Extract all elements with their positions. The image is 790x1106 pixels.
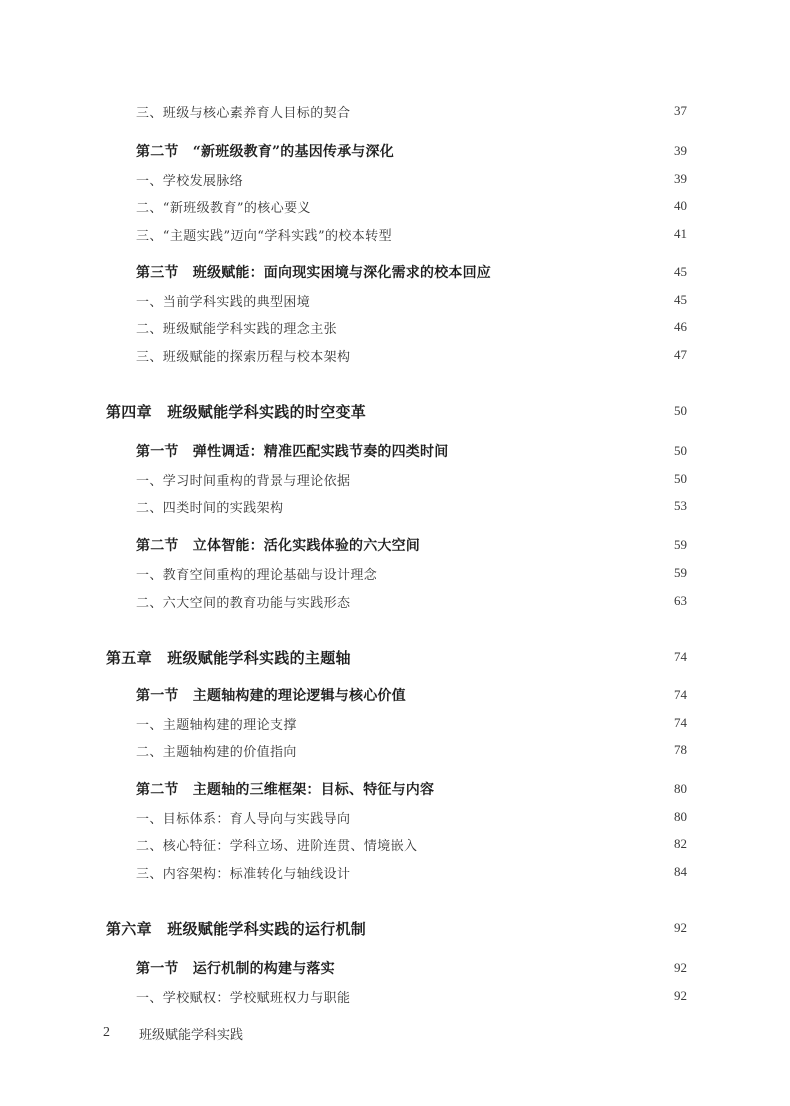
toc-item-title: 二、主题轴构建的价值指向: [136, 744, 297, 760]
toc-page-number: 37: [674, 103, 687, 118]
toc-page-number: 50: [674, 471, 687, 486]
toc-item-title: 一、学校发展脉络: [136, 173, 244, 189]
footer-book-title: 班级赋能学科实践: [139, 1027, 244, 1043]
toc-section-title: 第二节 “新班级教育”的基因传承与深化: [136, 144, 394, 160]
toc-section-title: 第二节 主题轴的三维框架：目标、特征与内容: [136, 782, 435, 798]
toc-item-title: 一、当前学科实践的典型困境: [136, 294, 311, 310]
toc-page-number: 45: [674, 264, 687, 279]
toc-section-row: [0, 683, 790, 707]
toc-page-number: 59: [674, 537, 687, 552]
toc-item-title: 二、班级赋能学科实践的理念主张: [136, 321, 338, 337]
toc-page-number: 74: [674, 687, 687, 702]
toc-item-title: 二、核心特征：学科立场、进阶连贯、情境嵌入: [136, 838, 418, 854]
toc-item-title: 一、目标体系：育人导向与实践导向: [136, 811, 351, 827]
toc-item-row: [0, 805, 790, 829]
toc-page-number: 59: [674, 565, 687, 580]
toc-section-title: 第一节 主题轴构建的理论逻辑与核心价值: [136, 688, 406, 704]
toc-page-number: 82: [674, 836, 687, 851]
toc-page-number: 46: [674, 319, 687, 334]
toc-item-title: 一、教育空间重构的理论基础与设计理念: [136, 567, 378, 583]
toc-item-row: [0, 860, 790, 884]
footer-page-number: 2: [103, 1025, 110, 1040]
toc-item-row: [0, 832, 790, 856]
toc-page-number: 50: [674, 443, 687, 458]
toc-item-title: 二、六大空间的教育功能与实践形态: [136, 595, 351, 611]
toc-section-title: 第三节 班级赋能：面向现实困境与深化需求的校本回应: [136, 265, 491, 281]
toc-item-title: 一、学习时间重构的背景与理论依据: [136, 473, 351, 489]
toc-item-title: 三、班级与核心素养育人目标的契合: [136, 105, 351, 121]
toc-item-row: [0, 589, 790, 613]
toc-item-title: 一、主题轴构建的理论支撑: [136, 717, 297, 733]
toc-section-row: [0, 777, 790, 801]
toc-page-number: 74: [674, 649, 687, 664]
toc-page-number: 92: [674, 988, 687, 1003]
toc-section-title: 第一节 弹性调适：精准匹配实践节奏的四类时间: [136, 444, 449, 460]
toc-item-row: [0, 561, 790, 585]
toc-page-number: 47: [674, 347, 687, 362]
page-footer: [103, 1022, 243, 1044]
toc-chapter-row: [0, 645, 790, 669]
toc-page-number: 39: [674, 143, 687, 158]
toc-page-number: 92: [674, 960, 687, 975]
toc-section-row: [0, 260, 790, 284]
toc-page-number: 84: [674, 864, 687, 879]
toc-page-number: 45: [674, 292, 687, 307]
toc-page-number: 74: [674, 715, 687, 730]
toc-page-number: 92: [674, 920, 687, 935]
toc-page-number: 80: [674, 809, 687, 824]
toc-section-row: [0, 533, 790, 557]
toc-item-title: 三、“主题实践”迈向“学科实践”的校本转型: [136, 228, 392, 244]
toc-section-row: [0, 139, 790, 163]
toc-item-title: 二、四类时间的实践架构: [136, 500, 284, 516]
toc-item-row: [0, 738, 790, 762]
toc-item-row: [0, 467, 790, 491]
toc-item-row: [0, 343, 790, 367]
toc-item-title: 二、“新班级教育”的核心要义: [136, 200, 311, 216]
toc-section-title: 第一节 运行机制的构建与落实: [136, 961, 335, 977]
toc-page-number: 41: [674, 226, 687, 241]
toc-section-row: [0, 439, 790, 463]
toc-chapter-row: [0, 399, 790, 423]
toc-page-number: 39: [674, 171, 687, 186]
toc-chapter-title: 第五章 班级赋能学科实践的主题轴: [106, 648, 351, 667]
toc-item-row: [0, 494, 790, 518]
toc-page-number: 40: [674, 198, 687, 213]
toc-section-row: [0, 956, 790, 980]
toc-item-title: 三、内容架构：标准转化与轴线设计: [136, 866, 351, 882]
toc-item-title: 一、学校赋权：学校赋班权力与职能: [136, 990, 351, 1006]
toc-page-number: 78: [674, 742, 687, 757]
toc-page-number: 63: [674, 593, 687, 608]
toc-item-row: [0, 288, 790, 312]
toc-item-row: [0, 315, 790, 339]
toc-chapter-row: [0, 916, 790, 940]
toc-item-row: [0, 984, 790, 1008]
toc-page-number: 80: [674, 781, 687, 796]
toc-item-row: [0, 222, 790, 246]
toc-page-number: 53: [674, 498, 687, 513]
toc-item-row: [0, 167, 790, 191]
toc-item-row: [0, 711, 790, 735]
toc-section-title: 第二节 立体智能：活化实践体验的六大空间: [136, 538, 420, 554]
toc-item-title: 三、班级赋能的探索历程与校本架构: [136, 349, 351, 365]
toc-chapter-title: 第四章 班级赋能学科实践的时空变革: [106, 402, 367, 421]
toc-item-row: [0, 194, 790, 218]
toc-page-number: 50: [674, 403, 687, 418]
toc-item-row: [0, 99, 790, 123]
toc-chapter-title: 第六章 班级赋能学科实践的运行机制: [106, 919, 367, 938]
